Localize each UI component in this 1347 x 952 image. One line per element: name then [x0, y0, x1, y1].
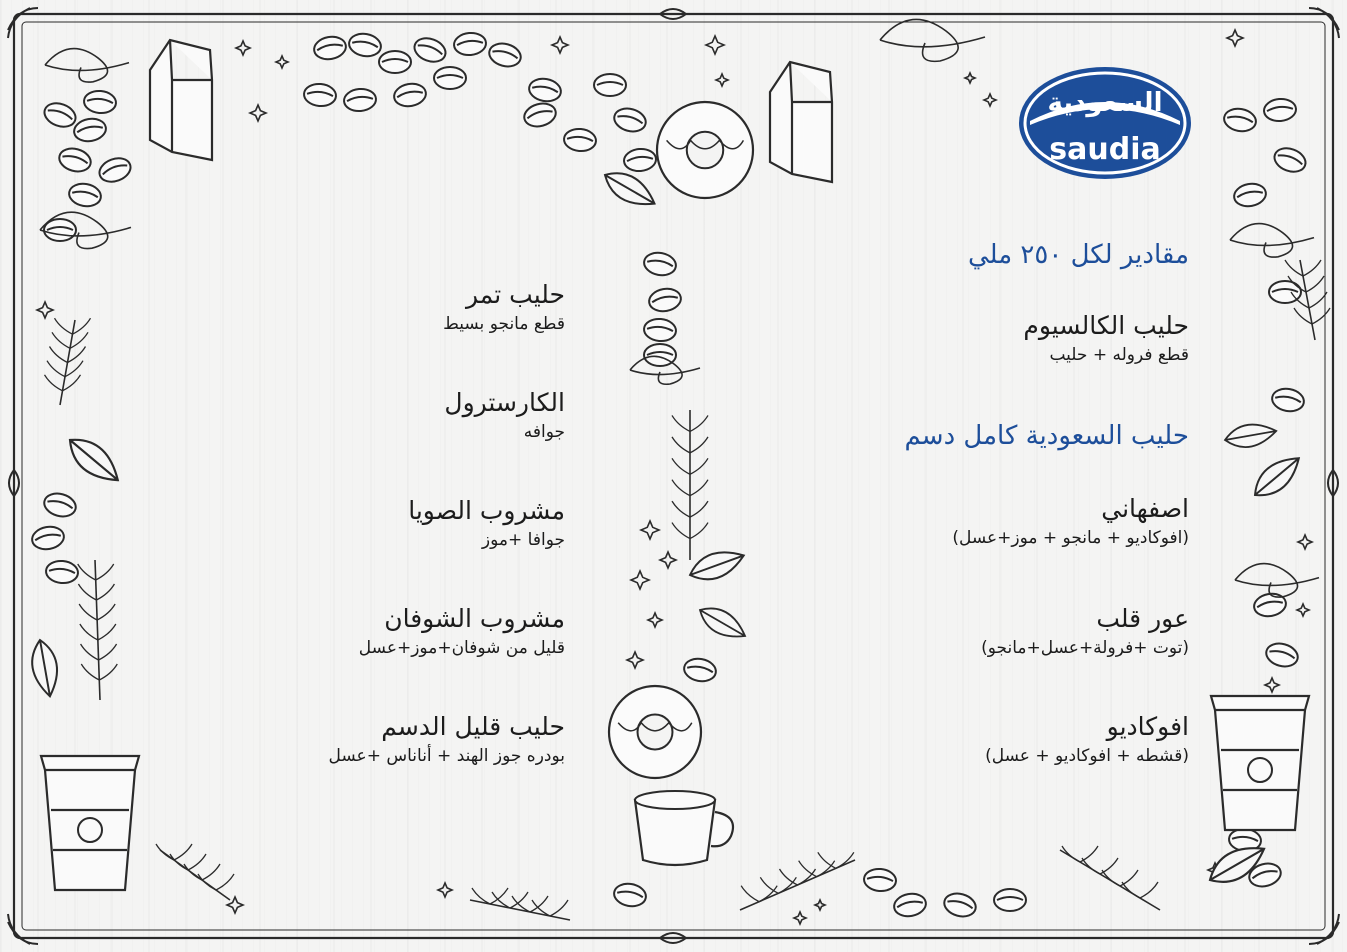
section-heading: حليب السعودية كامل دسم	[904, 421, 1189, 451]
item-description: قطع مانجو بسيط	[443, 314, 565, 334]
item-title: مشروب الشوفان	[384, 604, 565, 633]
menu-item	[759, 602, 1189, 710]
item-title: اصفهاني	[1101, 494, 1189, 523]
item-title: حليب الكالسيوم	[1023, 311, 1189, 340]
menu-item	[235, 386, 565, 494]
saudia-logo	[1016, 63, 1194, 183]
menu-item	[759, 710, 1189, 768]
menu-item	[235, 602, 565, 710]
serving-size-heading: مقادير لكل ٢٥٠ ملي	[967, 240, 1189, 270]
logo-arabic-text: السعودية	[1047, 88, 1163, 118]
item-description: قطع فروله + حليب	[1049, 345, 1189, 365]
item-title: حليب قليل الدسم	[381, 712, 565, 741]
menu-column-left	[235, 278, 565, 768]
item-title: مشروب الصويا	[408, 496, 565, 525]
menu-item	[759, 492, 1189, 602]
logo-latin-text: saudia	[1049, 132, 1161, 167]
item-description: بودره جوز الهند + أناناس +عسل	[328, 746, 565, 766]
menu-item	[235, 494, 565, 602]
item-title: افوكاديو	[1106, 712, 1189, 741]
item-title: الكارسترول	[444, 388, 565, 417]
menu-item	[235, 278, 565, 386]
menu-item	[759, 309, 1189, 417]
menu-column-right	[759, 236, 1189, 768]
item-description: جوافا +موز	[481, 530, 565, 550]
menu-item	[235, 710, 565, 768]
item-title: حليب تمر	[466, 280, 565, 309]
item-title: عور قلب	[1096, 604, 1189, 633]
item-description: قليل من شوفان+موز+عسل	[358, 638, 565, 658]
item-description: (افوكاديو + مانجو + موز+عسل)	[952, 528, 1189, 548]
item-description: جوافه	[523, 422, 565, 442]
item-description: (توت +فرولة+عسل+مانجو)	[981, 638, 1189, 658]
item-description: (قشطه + افوكاديو + عسل)	[985, 746, 1189, 766]
